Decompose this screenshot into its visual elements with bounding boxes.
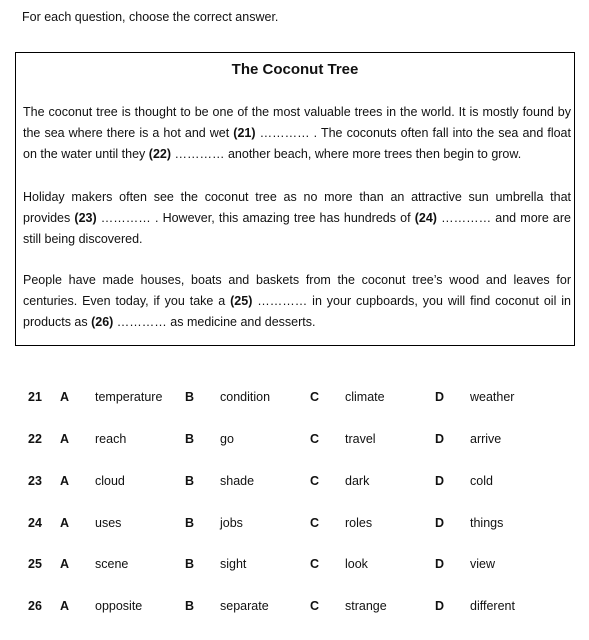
option-letter-d: D <box>435 390 445 404</box>
paragraph-text: ………… another beach, where more trees then begin to grow. <box>171 147 522 161</box>
option-letter-b: B <box>185 599 195 613</box>
option-d[interactable]: different <box>470 599 515 613</box>
option-letter-a: A <box>60 599 70 613</box>
gap-number-25: (25) <box>230 294 253 308</box>
passage-paragraph-1 <box>23 102 571 165</box>
option-c[interactable]: climate <box>345 390 385 404</box>
option-letter-c: C <box>310 557 320 571</box>
paragraph-text: The coconut tree is thought to be one of the most valuable trees in the world. It is mostly found by the sea where there is a hot and wet <box>23 105 571 140</box>
question-number: 22 <box>28 432 42 446</box>
option-letter-a: A <box>60 474 70 488</box>
paragraph-text: ………… as medicine and desserts. <box>113 315 316 329</box>
gap-number-24: (24) <box>414 211 437 225</box>
option-letter-c: C <box>310 599 320 613</box>
option-letter-a: A <box>60 390 70 404</box>
option-a[interactable]: opposite <box>95 599 143 613</box>
option-a[interactable]: uses <box>95 516 122 530</box>
option-letter-a: A <box>60 516 70 530</box>
option-letter-d: D <box>435 516 445 530</box>
option-a[interactable]: temperature <box>95 390 163 404</box>
gap-number-26: (26) <box>91 315 114 329</box>
option-letter-d: D <box>435 599 445 613</box>
option-letter-b: B <box>185 516 195 530</box>
option-c[interactable]: dark <box>345 474 370 488</box>
option-letter-d: D <box>435 474 445 488</box>
paragraph-text: People have made houses, boats and baskets from the coconut tree’s wood and leaves for centuries. Even today, if you take a <box>23 273 571 308</box>
option-b[interactable]: jobs <box>220 516 243 530</box>
option-letter-d: D <box>435 557 445 571</box>
option-letter-a: A <box>60 557 70 571</box>
option-b[interactable]: go <box>220 432 234 446</box>
option-letter-c: C <box>310 474 320 488</box>
option-b[interactable]: condition <box>220 390 271 404</box>
option-letter-d: D <box>435 432 445 446</box>
passage-paragraph-2 <box>23 187 571 250</box>
option-a[interactable]: cloud <box>95 474 125 488</box>
option-letter-c: C <box>310 390 320 404</box>
question-number: 24 <box>28 516 42 530</box>
question-number: 25 <box>28 557 42 571</box>
passage-box <box>15 52 575 346</box>
question-row-24 <box>0 516 589 536</box>
option-a[interactable]: reach <box>95 432 127 446</box>
option-b[interactable]: separate <box>220 599 269 613</box>
paragraph-text: ………… . However, this amazing tree has hundreds of <box>96 211 415 225</box>
gap-number-23: (23) <box>74 211 97 225</box>
instruction-text: For each question, choose the correct answer. <box>22 10 279 24</box>
option-d[interactable]: things <box>470 516 504 530</box>
option-d[interactable]: cold <box>470 474 493 488</box>
option-d[interactable]: view <box>470 557 496 571</box>
option-letter-c: C <box>310 432 320 446</box>
option-letter-b: B <box>185 557 195 571</box>
option-b[interactable]: sight <box>220 557 247 571</box>
question-number: 21 <box>28 390 42 404</box>
option-letter-c: C <box>310 516 320 530</box>
option-letter-b: B <box>185 432 195 446</box>
question-row-26 <box>0 599 589 619</box>
option-letter-a: A <box>60 432 70 446</box>
option-letter-b: B <box>185 474 195 488</box>
option-c[interactable]: travel <box>345 432 376 446</box>
option-c[interactable]: strange <box>345 599 387 613</box>
paragraph-text: Holiday makers often see the coconut tree as no more than an attractive sun umbrella that provides <box>23 190 571 225</box>
gap-number-21: (21) <box>233 126 256 140</box>
paragraph-text: ………… . The coconuts often fall into the sea and float on the water until they <box>23 126 571 161</box>
question-number: 23 <box>28 474 42 488</box>
option-d[interactable]: weather <box>470 390 515 404</box>
paragraph-text: ………… and more are still being discovered. <box>23 211 571 246</box>
passage-paragraph-3 <box>23 270 571 333</box>
option-b[interactable]: shade <box>220 474 255 488</box>
option-letter-b: B <box>185 390 195 404</box>
question-row-22 <box>0 432 589 452</box>
passage-title: The Coconut Tree <box>231 61 359 78</box>
question-row-25 <box>0 557 589 577</box>
option-c[interactable]: look <box>345 557 368 571</box>
question-number: 26 <box>28 599 42 613</box>
question-row-21 <box>0 390 589 410</box>
question-row-23 <box>0 474 589 494</box>
gap-number-22: (22) <box>148 147 172 161</box>
option-d[interactable]: arrive <box>470 432 502 446</box>
paragraph-text: ………… in your cupboards, you will find coconut oil in products as <box>23 294 571 329</box>
option-c[interactable]: roles <box>345 516 373 530</box>
option-a[interactable]: scene <box>95 557 129 571</box>
